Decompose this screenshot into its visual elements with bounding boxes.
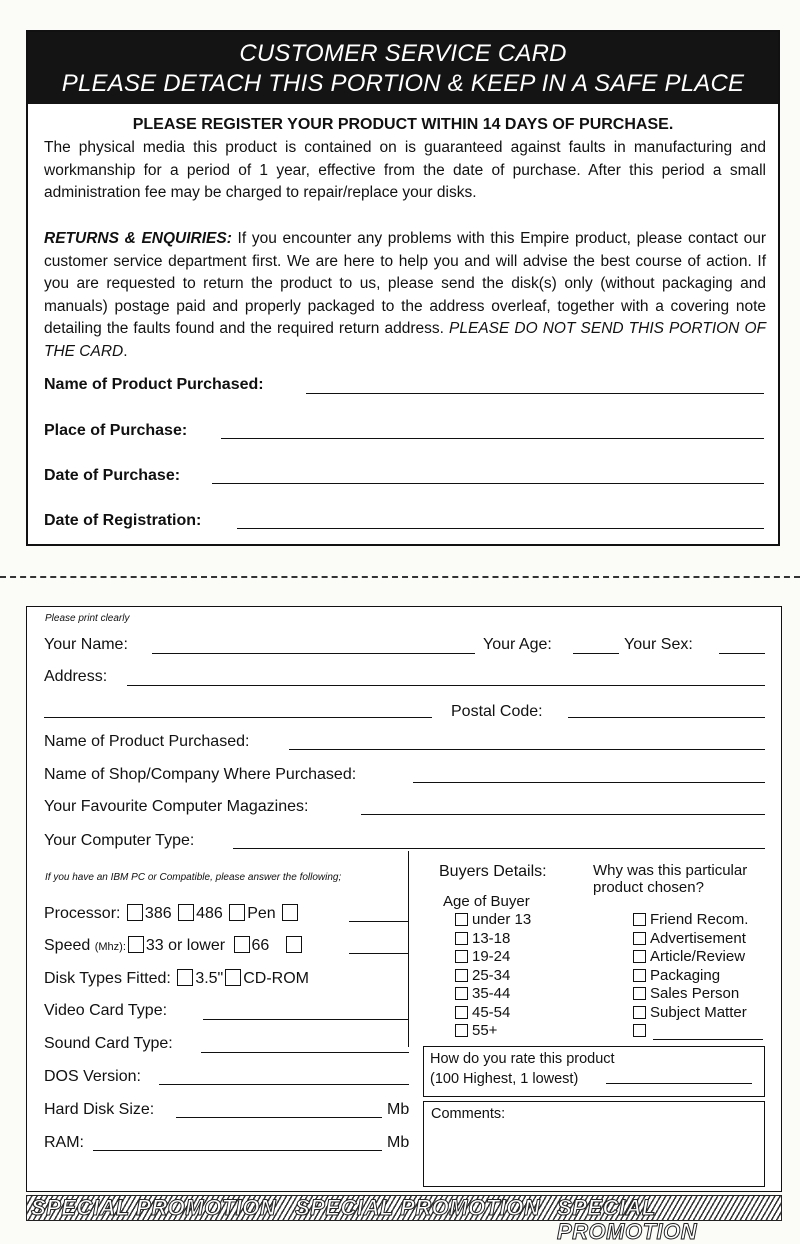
age-option[interactable] (455, 930, 531, 949)
speed-row (44, 936, 304, 955)
returns-heading: RETURNS & ENQUIRIES: (44, 230, 232, 247)
ram-label: RAM: (44, 1134, 84, 1151)
promo-text: SPECIAL PROMOTION (557, 1195, 698, 1244)
place-field-label: Place of Purchase: (44, 422, 188, 439)
age-option-label: 25-34 (472, 966, 511, 984)
rating-question: How do you rate this product (430, 1051, 615, 1067)
proc-386-label: 386 (144, 905, 172, 922)
shop-name-label: Name of Shop/Company Where Purchased: (44, 766, 357, 783)
banner-title: CUSTOMER SERVICE CARD (239, 40, 567, 67)
register-heading: PLEASE REGISTER YOUR PRODUCT WITHIN 14 DAYS OF PURCHASE. (132, 116, 674, 133)
processor-row (44, 904, 300, 923)
shop-name-line[interactable] (413, 782, 765, 783)
comments-label: Comments: (431, 1106, 506, 1122)
proc-pen-label: Pen (247, 905, 276, 922)
disk-types-row (44, 969, 309, 988)
processor-other-line[interactable] (349, 921, 409, 922)
address-line-1[interactable] (127, 685, 765, 686)
registration-card (26, 606, 782, 1192)
checkbox[interactable] (633, 913, 646, 926)
checkbox[interactable] (633, 950, 646, 963)
product-field-label: Name of Product Purchased: (44, 376, 264, 393)
age-option[interactable] (455, 985, 531, 1004)
why-option-label: Subject Matter (650, 1003, 747, 1021)
checkbox-486[interactable] (178, 904, 194, 921)
why-option[interactable] (633, 985, 748, 1004)
address-line-2[interactable] (44, 717, 432, 718)
why-option-label: Sales Person (650, 985, 740, 1002)
address-label: Address: (44, 668, 108, 685)
column-divider (408, 851, 409, 1047)
hard-disk-line[interactable] (176, 1117, 382, 1118)
product-purchased-label: Name of Product Purchased: (44, 733, 250, 750)
why-option[interactable] (633, 911, 748, 930)
speed-66-label: 66 (251, 937, 270, 954)
guarantee-text: The physical media this product is contained on is guaranteed against faults in manufacturing and workmanship for a period of 1 year, effective from the date of purchase. After this period a small administration fee may be charged to repair/replace your disks. (44, 139, 766, 201)
ibm-note: If you have an IBM PC or Compatible, please answer the following; (45, 872, 342, 883)
disk-cdrom-label: CD-ROM (243, 970, 309, 987)
ram-unit: Mb (387, 1134, 410, 1151)
magazines-line[interactable] (361, 814, 765, 815)
your-name-label: Your Name: (44, 636, 128, 653)
returns-warning: PLEASE DO NOT SEND THIS PORTION OF THE CARD (44, 320, 766, 360)
computer-type-line[interactable] (233, 848, 765, 849)
date-registration-label: Date of Registration: (44, 512, 202, 529)
magazines-label: Your Favourite Computer Magazines: (44, 798, 309, 815)
age-option-label: 19-24 (472, 948, 511, 965)
date-registration-line[interactable] (237, 528, 764, 529)
checkbox[interactable] (455, 932, 468, 945)
why-options-list (633, 911, 748, 1041)
your-sex-label: Your Sex: (624, 636, 693, 653)
product-field-line[interactable] (306, 393, 764, 394)
speed-33-label: 33 or lower (145, 937, 226, 954)
age-option[interactable] (455, 1022, 531, 1041)
customer-service-card (26, 30, 780, 546)
age-options-list (455, 911, 531, 1041)
checkbox[interactable] (455, 1024, 468, 1037)
age-option[interactable] (455, 1004, 531, 1023)
postal-code-label: Postal Code: (451, 703, 543, 720)
checkbox-proc-other[interactable] (282, 904, 298, 921)
why-option[interactable] (633, 1004, 748, 1023)
proc-486-label: 486 (196, 905, 223, 922)
computer-type-label: Your Computer Type: (44, 832, 195, 849)
checkbox[interactable] (455, 1006, 468, 1019)
your-age-line[interactable] (573, 653, 619, 654)
disk-35-label: 3.5" (195, 970, 224, 987)
speed-unit: (Mhz): (94, 941, 126, 953)
checkbox[interactable] (455, 913, 468, 926)
card-banner (28, 32, 778, 104)
why-chosen-heading (593, 862, 747, 896)
why-option-label: Packaging (650, 966, 721, 984)
date-purchase-label: Date of Purchase: (44, 467, 181, 484)
checkbox[interactable] (633, 932, 646, 945)
why-option[interactable] (633, 948, 748, 967)
why-heading-line2: product chosen? (593, 879, 704, 896)
hard-disk-unit: Mb (387, 1101, 410, 1118)
age-of-buyer-heading: Age of Buyer (443, 893, 530, 910)
processor-label: Processor: (44, 905, 121, 922)
hard-disk-label: Hard Disk Size: (44, 1101, 155, 1118)
comments-box[interactable] (423, 1101, 765, 1187)
age-option[interactable] (455, 911, 531, 930)
checkbox[interactable] (455, 987, 468, 1000)
your-age-label: Your Age: (483, 636, 552, 653)
speed-label: Speed (44, 937, 91, 954)
buyers-details-heading: Buyers Details: (439, 863, 547, 880)
rating-text (430, 1049, 615, 1089)
age-option-label: under 13 (472, 911, 532, 928)
why-option-label: Article/Review (650, 948, 746, 965)
dos-version-line[interactable] (159, 1084, 409, 1085)
age-option-label: 55+ (472, 1022, 498, 1039)
checkbox-speed-33[interactable] (128, 936, 144, 953)
rating-line[interactable] (606, 1083, 752, 1084)
why-option[interactable] (633, 967, 748, 986)
product-purchased-line[interactable] (289, 749, 765, 750)
checkbox-speed-other[interactable] (286, 936, 302, 953)
place-field-line[interactable] (221, 438, 764, 439)
promo-text: SPECIAL PROMOTION (31, 1195, 277, 1220)
checkbox[interactable] (455, 950, 468, 963)
checkbox-disk-35[interactable] (177, 969, 193, 986)
checkbox[interactable] (633, 969, 646, 982)
why-option-label: Advertisement (650, 929, 746, 947)
why-heading-line1: Why was this particular (593, 862, 748, 879)
date-purchase-line[interactable] (212, 483, 764, 484)
returns-paragraph (44, 228, 766, 363)
returns-text: If you encounter any problems with this Empire product, please contact our customer service department first. We are here to help you and will advise the best course of action. If you are requested to return the product to us, please send the disk(s) only (without packaging and manuals) postage paid and properly packaged to the address overleaf, together with a covering note detailing the faults found and the required return address. (44, 230, 766, 337)
sound-card-line[interactable] (201, 1052, 409, 1053)
disk-types-label: Disk Types Fitted: (44, 970, 171, 987)
checkbox[interactable] (455, 969, 468, 982)
dos-version-label: DOS Version: (44, 1068, 141, 1085)
returns-end: . (123, 342, 128, 360)
speed-other-line[interactable] (349, 953, 409, 954)
special-promotion-strip (26, 1195, 782, 1244)
checkbox[interactable] (633, 1006, 646, 1019)
video-card-line[interactable] (203, 1019, 409, 1020)
rating-scale: (100 Highest, 1 lowest) (430, 1071, 579, 1087)
checkbox-pen[interactable] (229, 904, 245, 921)
promo-text: SPECIAL PROMOTION (295, 1195, 541, 1220)
checkbox-cdrom[interactable] (225, 969, 241, 986)
sound-card-label: Sound Card Type: (44, 1035, 173, 1052)
why-option-label: Friend Recom. (650, 911, 749, 928)
age-option-label: 35-44 (472, 985, 511, 1002)
checkbox-386[interactable] (127, 904, 143, 921)
your-sex-line[interactable] (719, 653, 765, 654)
checkbox-speed-66[interactable] (234, 936, 250, 953)
postal-code-line[interactable] (568, 717, 765, 718)
checkbox[interactable] (633, 1024, 646, 1037)
why-option-other[interactable] (633, 1022, 748, 1041)
age-option-label: 13-18 (472, 929, 511, 947)
rating-box (423, 1046, 765, 1097)
detach-cut-line (0, 576, 800, 578)
ram-line[interactable] (93, 1150, 382, 1151)
print-note: Please print clearly (45, 613, 130, 624)
video-card-label: Video Card Type: (44, 1002, 168, 1019)
checkbox[interactable] (633, 987, 646, 1000)
banner-subtitle: PLEASE DETACH THIS PORTION & KEEP IN A SAFE PLACE (61, 70, 745, 97)
why-option[interactable] (633, 930, 748, 949)
why-other-line[interactable] (653, 1039, 763, 1040)
your-name-line[interactable] (152, 653, 475, 654)
age-option[interactable] (455, 967, 531, 986)
age-option-label: 45-54 (472, 1003, 511, 1021)
age-option[interactable] (455, 948, 531, 967)
